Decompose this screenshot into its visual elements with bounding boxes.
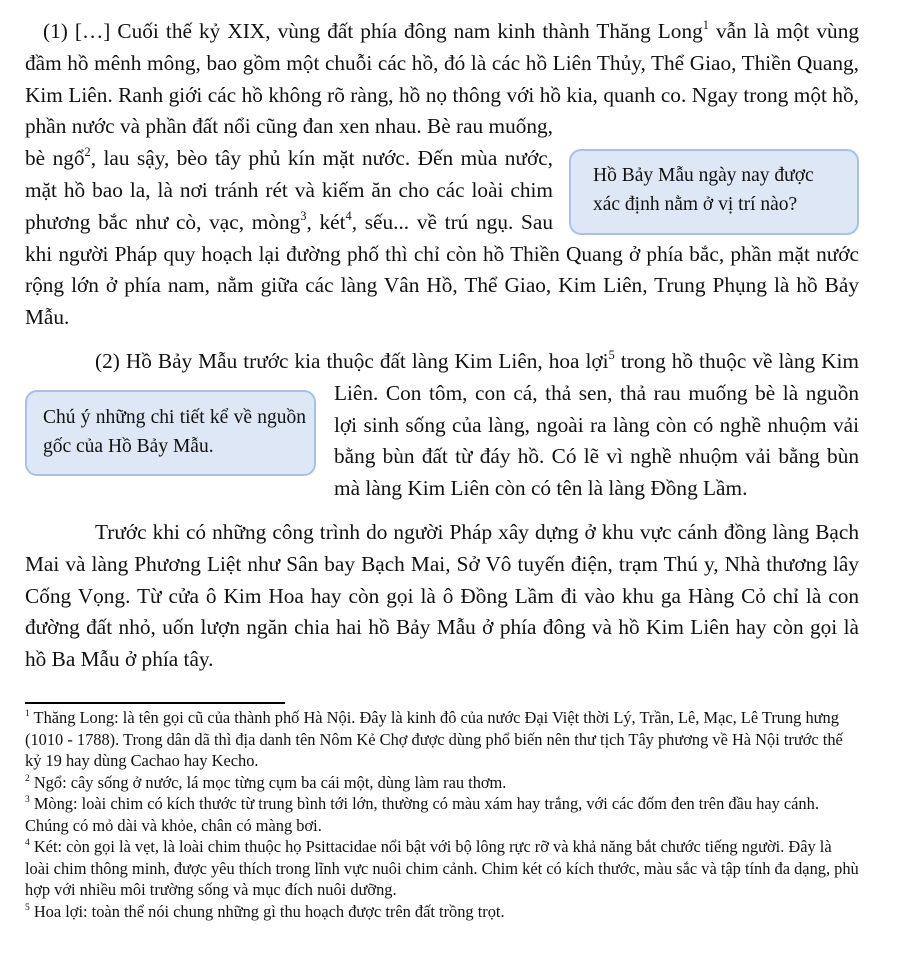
paragraph-text: (2) Hồ Bảy Mẫu trước kia thuộc đất làng Kim Liên, hoa lợi <box>95 348 609 373</box>
footnote-ref[interactable]: 1 <box>702 17 709 32</box>
footnote-ref[interactable]: 4 <box>345 208 352 223</box>
paragraph-3 <box>25 517 859 676</box>
footnote <box>25 836 859 901</box>
footnote-number: 5 <box>25 902 30 913</box>
footnote-text: Hoa lợi: toàn thể nói chung những gì thu hoạch được trên đất trồng trọt. <box>29 901 505 921</box>
footnote <box>25 793 859 836</box>
footnote <box>25 707 859 772</box>
footnote <box>25 901 859 923</box>
paragraph-text: , lau sậy, bèo tây phủ kín mặt nước. Đến mùa nước, mặt hồ bao la, là nơi tránh rét và kiếm ăn cho các loài chim phương bắc như cò, vạc, mòng <box>25 146 553 234</box>
footnote <box>25 772 859 794</box>
paragraph-1 <box>25 16 859 334</box>
footnote-number: 2 <box>25 773 30 784</box>
footnotes <box>25 707 859 922</box>
footnote-text: Ngổ: cây sống ở nước, lá mọc từng cụm ba cái một, dùng làm rau thơm. <box>29 772 507 792</box>
paragraph-2 <box>25 346 859 505</box>
footnote-ref[interactable]: 5 <box>608 347 615 362</box>
footnote-text: Mòng: loài chim có kích thước từ trung bình tới lớn, thường có màu xám hay trắng, với các đốm đen trên đầu hay cánh. Chúng có mỏ dài và khỏe, chân có màng bơi. <box>25 794 819 835</box>
paragraph-text: vẫn là một vùng đầm hồ mênh mông, bao gồm một chuỗi các hồ, đó là các hồ Liên Thủy, Thể Giao, Thiền Quang, Kim Liên. Ranh giới các hồ không rõ ràng, hồ nọ thông với hồ kia, quanh co. Ngay trong một hồ, phần nước và phần đất nổi cũng đan xen nhau. Bè rau muống, bè ngổ <box>25 19 859 171</box>
document-body <box>25 16 859 676</box>
note-callout: Chú ý những chi tiết kể về nguồn gốc của Hồ Bảy Mẫu. <box>25 390 316 476</box>
paragraph-text: trong hồ thuộc về làng Kim Liên. Con tôm, con cá, thả sen, thả rau muống bè là nguồn lợi sinh sống của làng, ngoài ra làng còn có nghề nhuộm vải bằng bùn đất từ đáy hồ. Có lẽ vì nghề nhuộm vải bằng bùn mà làng Kim Liên còn có tên là làng Đồng Lầm. <box>334 348 859 501</box>
paragraph-text: , sếu... về trú ngụ. Sau khi người Pháp quy hoạch lại đường phố thì chỉ còn hồ Thiền Quang ở phía bắc, phần mặt nước rộng lớn ở phía nam, nằm giữa các làng Vân Hồ, Thể Giao, Kim Liên, Trung Phụng là hồ Bảy Mẫu. <box>25 209 859 330</box>
paragraph-text: , két <box>306 209 346 234</box>
footnote-number: 4 <box>25 837 30 848</box>
footnote-separator <box>25 702 285 704</box>
footnote-text: Két: còn gọi là vẹt, là loài chim thuộc họ Psittacidae nổi bật với bộ lông rực rỡ và khả năng bắt chước tiếng người. Đây là loài chim thông minh, được yêu thích trong lĩnh vực nuôi chim cảnh. Chim két có kích thước, màu sắc và tập tính đa dạng, phù hợp với nhiều môi trường sống và mục đích nuôi dưỡng. <box>25 837 859 899</box>
footnote-ref[interactable]: 3 <box>300 208 307 223</box>
footnote-ref[interactable]: 2 <box>84 144 91 159</box>
footnote-text: Thăng Long: là tên gọi cũ của thành phố Hà Nội. Đây là kinh đô của nước Đại Việt thời Lý, Trần, Lê, Mạc, Lê Trung hưng (1010 - 1788). Trong dân dã thì địa danh tên Nôm Kẻ Chợ được dùng phổ biến nên thư tịch Tây phương về Hà Nội trước thế kỷ 19 hay dùng Cachao hay Kecho. <box>25 708 843 770</box>
question-callout: Hồ Bảy Mẫu ngày nay được xác định nằm ở vị trí nào? <box>569 149 859 235</box>
footnote-number: 1 <box>25 708 30 719</box>
footnote-number: 3 <box>25 794 30 805</box>
paragraph-text: Trước khi có những công trình do người Pháp xây dựng ở khu vực cánh đồng làng Bạch Mai và làng Phương Liệt như Sân bay Bạch Mai, Sở Vô tuyến điện, trạm Thú y, Nhà thương lây Cống Vọng. Từ cửa ô Kim Hoa hay còn gọi là ô Đồng Lầm đi vào khu ga Hàng Cỏ chỉ là con đường đất nhỏ, uốn lượn ngăn chia hai hồ Bảy Mẫu ở phía đông và hồ Kim Liên hay còn gọi là hồ Ba Mẫu ở phía tây. <box>25 519 859 672</box>
paragraph-text: (1) […] Cuối thế kỷ XIX, vùng đất phía đông nam kinh thành Thăng Long <box>43 19 703 43</box>
